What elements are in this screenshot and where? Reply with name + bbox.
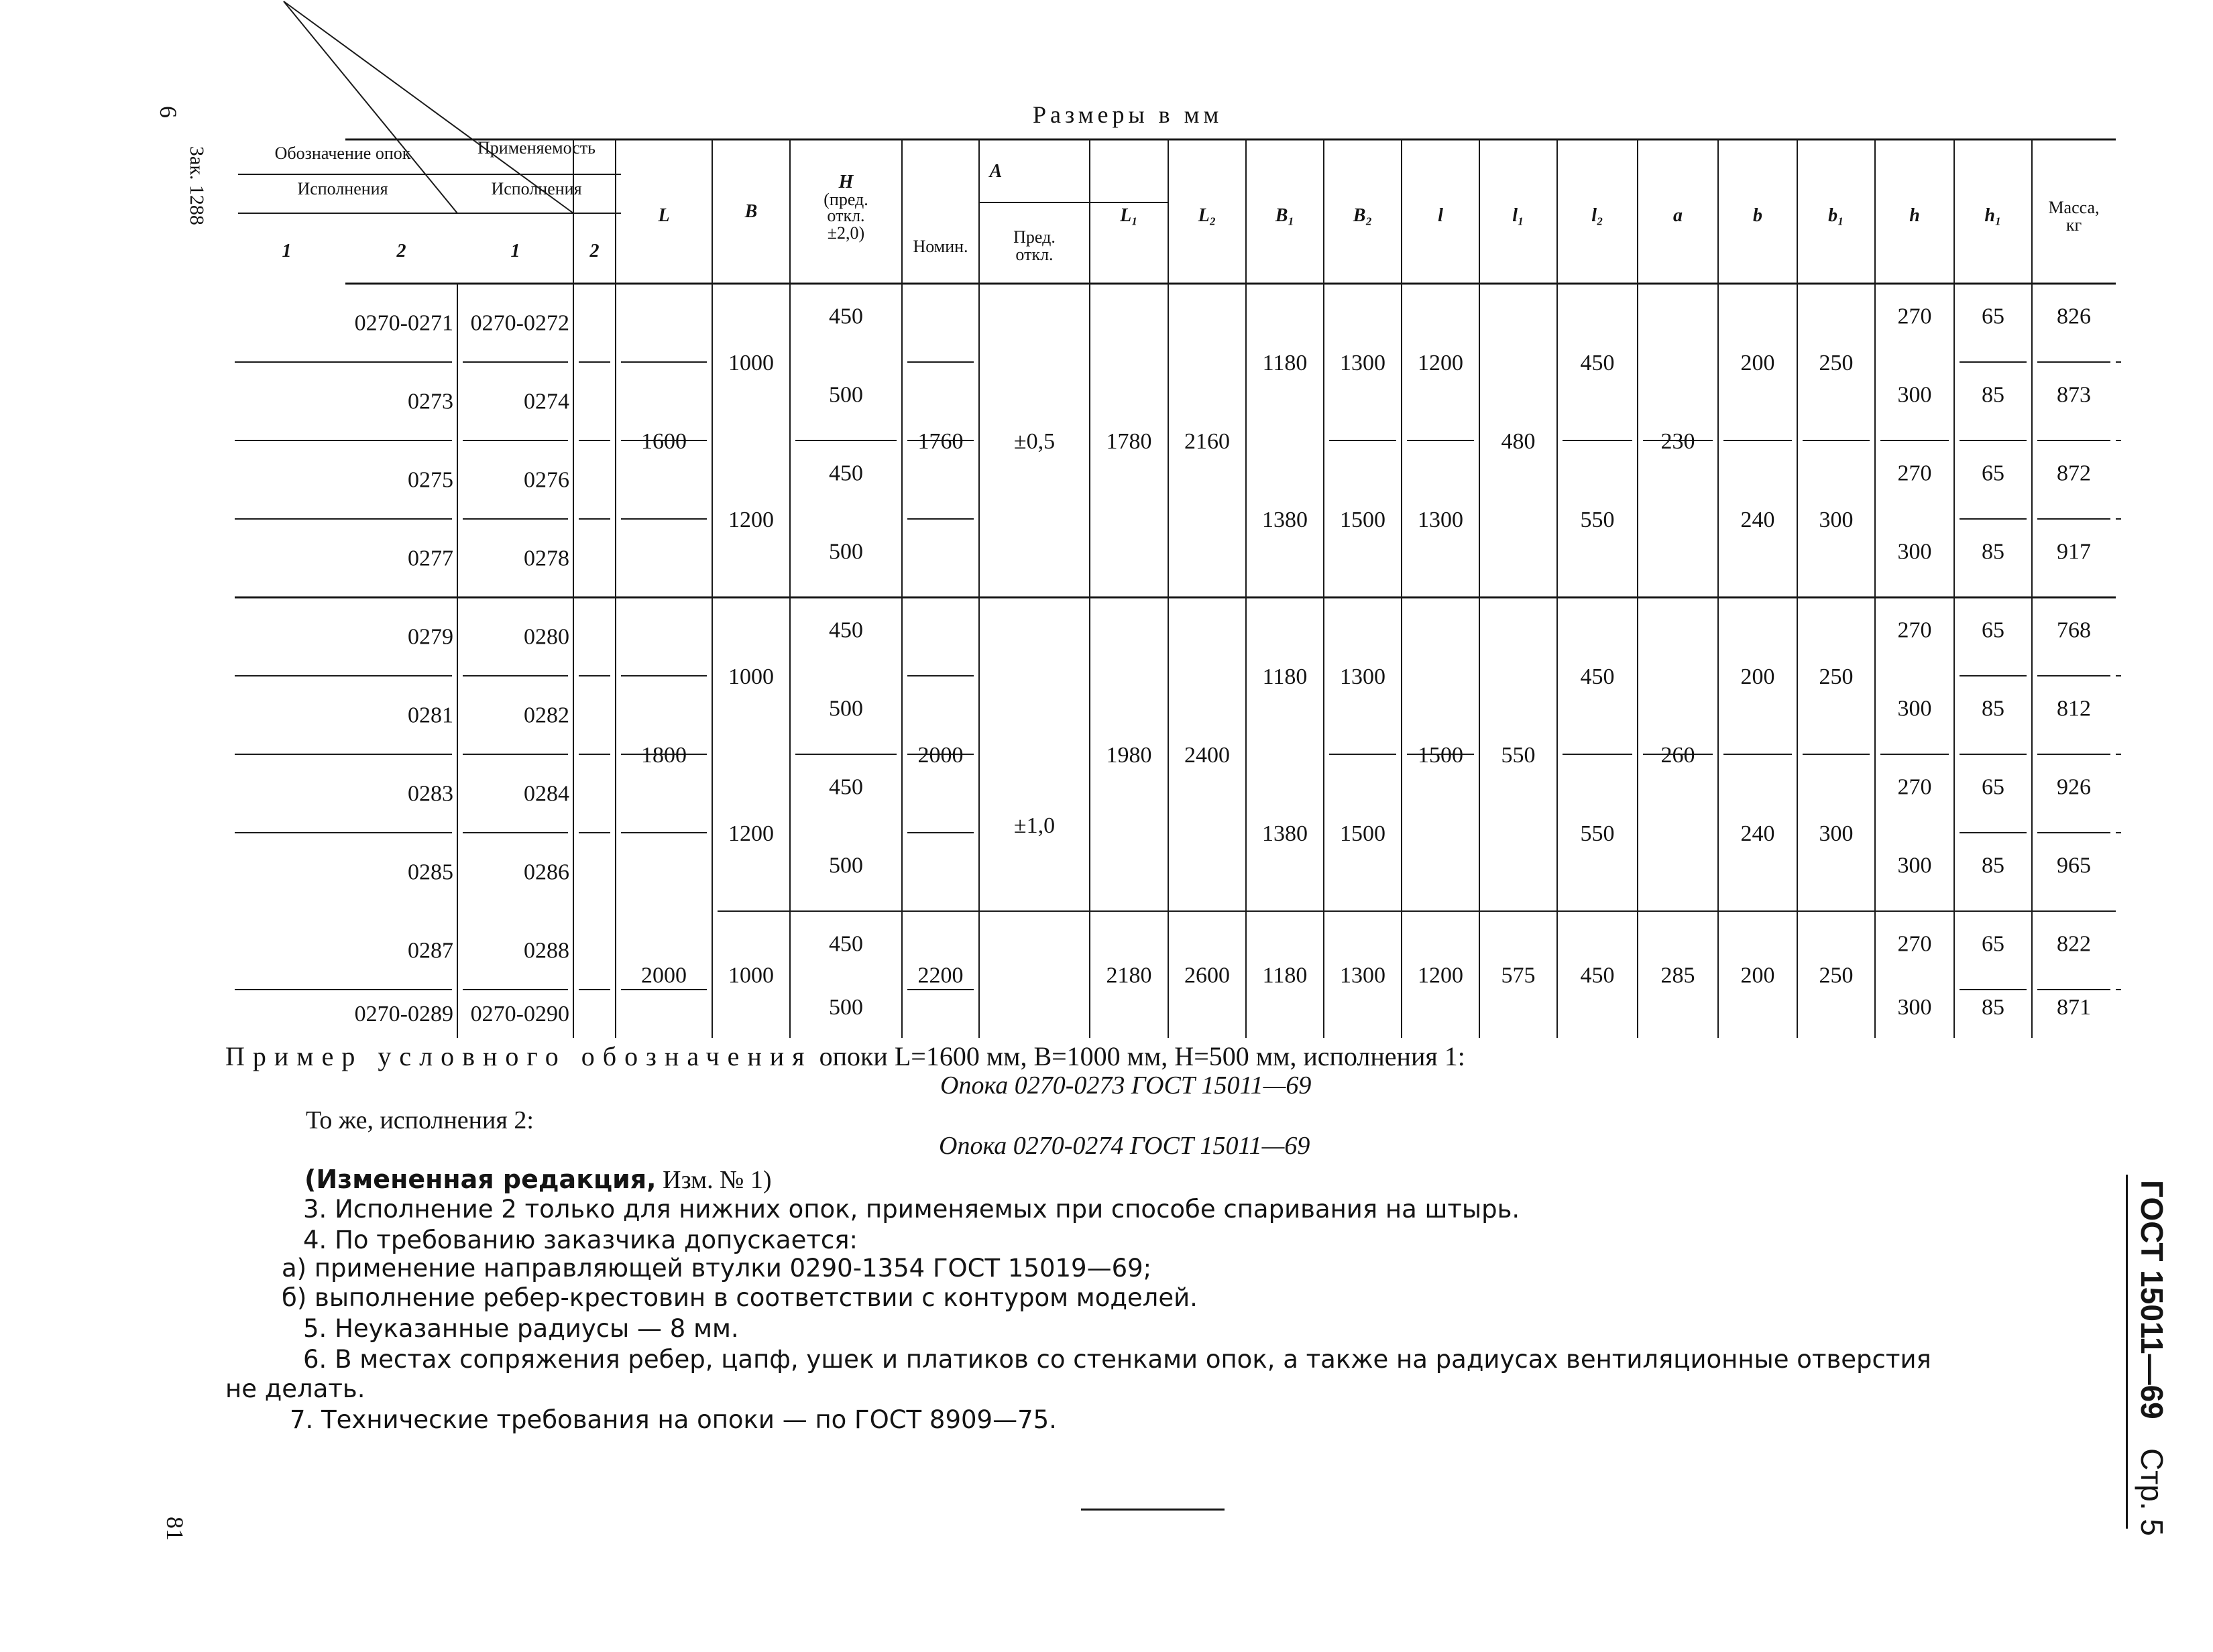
row-h: 300 [1897, 853, 1932, 878]
group-L1: 2180 [1106, 963, 1152, 988]
group-b_b: 240 [1740, 821, 1775, 846]
row-h1: 65 [1982, 617, 2004, 643]
row-h: 270 [1897, 461, 1932, 486]
row-h: 300 [1897, 539, 1932, 565]
row-mass: 768 [2057, 617, 2091, 643]
group-B1_a: 1180 [1262, 351, 1308, 375]
header-b1: b₁ [1828, 205, 1844, 226]
note-3: 3. Исполнение 2 только для нижних опок, применяемых при способе спаривания на штырь. [303, 1195, 1520, 1224]
group-b1_b: 300 [1819, 821, 1854, 846]
example-text: опоки L=1600 мм, B=1000 мм, H=500 мм, исполнения 1: [812, 1041, 1465, 1071]
group-B2: 1300 [1340, 963, 1385, 988]
group-l2_b: 550 [1580, 821, 1615, 846]
example-line [225, 1041, 1465, 1072]
header-H: H [838, 172, 854, 192]
group-B_a: 1000 [728, 664, 774, 689]
end-rule [1081, 1509, 1225, 1511]
group-b1_a: 250 [1819, 351, 1854, 375]
group-b_b: 240 [1740, 508, 1775, 532]
row-designation-1: 0277 [408, 546, 453, 571]
header-col1: 1 [510, 241, 520, 261]
same-variant-2: То же, исполнения 2: [306, 1106, 534, 1134]
row-designation-2: 0270-0290 [470, 1002, 569, 1026]
note-4a: а) применение направляющей втулки 0290-1354 ГОСТ 15019—69; [282, 1254, 1152, 1283]
header-B: B [744, 201, 758, 222]
row-h1: 65 [1982, 461, 2004, 486]
table-cells [275, 138, 2100, 1026]
row-designation-1: 0275 [408, 467, 453, 493]
row-designation-2: 0288 [524, 938, 569, 963]
group-b_a: 200 [1740, 351, 1775, 375]
group-L: 1600 [641, 429, 687, 454]
group-l: 1200 [1418, 963, 1463, 988]
revision-rest: Изм. № 1) [656, 1166, 772, 1194]
row-h: 300 [1897, 382, 1932, 408]
row-H: 450 [829, 304, 863, 329]
group-L2: 2160 [1184, 429, 1230, 454]
example-code-1: Опока 0270-0273 ГОСТ 15011—69 [940, 1071, 1312, 1100]
group-A_dev: ±0,5 [1013, 429, 1056, 454]
header-A: A [989, 161, 1003, 182]
example-code-2: Опока 0270-0274 ГОСТ 15011—69 [939, 1132, 1310, 1160]
row-h: 300 [1897, 696, 1932, 721]
header-col1: 1 [282, 241, 292, 261]
row-h: 300 [1897, 995, 1932, 1020]
header-col2: 2 [589, 241, 600, 261]
group-b_a: 200 [1740, 664, 1775, 689]
revision-note [304, 1164, 772, 1196]
row-H: 500 [829, 696, 863, 721]
group-B2_b: 1500 [1340, 508, 1385, 532]
header-mass: кг [2065, 215, 2082, 235]
row-mass: 812 [2057, 696, 2091, 721]
row-H: 450 [829, 931, 863, 957]
units-title: Размеры в мм [1033, 101, 1223, 128]
header-L2: L₂ [1198, 205, 1216, 226]
row-mass: 826 [2057, 304, 2091, 329]
group-l2_b: 550 [1580, 508, 1615, 532]
header-A-nom: Номин. [913, 237, 968, 256]
group-B2_b: 1500 [1340, 821, 1385, 846]
row-designation-2: 0278 [524, 546, 569, 571]
row-mass: 926 [2057, 774, 2091, 800]
row-H: 500 [829, 382, 863, 408]
row-mass: 871 [2057, 995, 2091, 1020]
group-B_a: 1000 [728, 351, 774, 375]
group-L1: 1780 [1106, 429, 1152, 454]
row-designation-1: 0283 [408, 781, 453, 807]
header-B2: B₂ [1353, 205, 1373, 226]
row-H: 500 [829, 853, 863, 878]
page-top-number: 6 [155, 106, 182, 118]
row-h: 270 [1897, 774, 1932, 800]
note-4b: б) выполнение ребер-крестовин в соответствии с контуром моделей. [282, 1283, 1198, 1312]
note-6a: 6. В местах сопряжения ребер, цапф, ушек и платиков со стенками опок, а также на радиусах вентиляционные отверстия [303, 1345, 1931, 1374]
row-h1: 85 [1982, 382, 2004, 408]
row-designation-1: 0270-0289 [354, 1002, 453, 1026]
row-h: 270 [1897, 617, 1932, 643]
row-designation-1: 0285 [408, 860, 453, 885]
row-h1: 85 [1982, 696, 2004, 721]
group-A_dev: ±1,0 [1013, 813, 1056, 838]
row-mass: 872 [2057, 461, 2091, 486]
example-label: Пример условного обозначения [225, 1041, 813, 1071]
group-B: 1000 [728, 963, 774, 988]
group-l: 1500 [1418, 743, 1463, 768]
header-applicability: Применяемость [477, 138, 595, 158]
group-l1: 550 [1501, 743, 1536, 768]
group-L: 1800 [641, 743, 687, 768]
row-designation-1: 0279 [408, 624, 453, 650]
group-B2_a: 1300 [1340, 351, 1385, 375]
note-4: 4. По требованию заказчика допускается: [303, 1226, 858, 1254]
group-B1: 1180 [1262, 963, 1308, 988]
group-l1: 575 [1501, 963, 1536, 988]
header-B1: B₁ [1275, 205, 1295, 226]
group-B1_b: 1380 [1262, 508, 1308, 532]
group-l_b: 1300 [1418, 508, 1463, 532]
group-b: 200 [1740, 963, 1775, 988]
header-L1: L₁ [1120, 205, 1138, 226]
group-L1: 1980 [1106, 743, 1152, 768]
header-variant: Исполнения [297, 179, 388, 198]
header-A-dev: Пред. [1013, 227, 1056, 247]
note-6b: не делать. [225, 1374, 365, 1403]
row-designation-1: 0270-0271 [354, 310, 453, 336]
row-mass: 873 [2057, 382, 2091, 408]
group-l1: 480 [1501, 429, 1536, 454]
header-H-note: ±2,0) [827, 223, 865, 243]
row-designation-1: 0281 [408, 703, 453, 728]
header-A-dev: откл. [1015, 245, 1054, 264]
header-a: a [1673, 205, 1683, 226]
group-b1_a: 250 [1819, 664, 1854, 689]
group-a: 230 [1660, 429, 1695, 454]
row-mass: 965 [2057, 853, 2091, 878]
row-designation-2: 0280 [524, 624, 569, 650]
group-B1_b: 1380 [1262, 821, 1308, 846]
row-designation-1: 0273 [408, 389, 453, 414]
note-5: 5. Неуказанные радиусы — 8 мм. [303, 1314, 739, 1343]
header-mass: Масса, [2048, 198, 2100, 217]
group-b1_b: 300 [1819, 508, 1854, 532]
group-A_nom: 2000 [917, 743, 964, 768]
group-a: 260 [1660, 743, 1695, 768]
standard-page: Стр. 5 [2135, 1448, 2169, 1537]
group-A_nom: 1760 [917, 429, 964, 454]
page-number: 81 [162, 1517, 188, 1541]
header-h1: h₁ [1984, 205, 2002, 226]
row-H: 500 [829, 995, 863, 1020]
group-l_a: 1200 [1418, 351, 1463, 375]
group-a: 285 [1660, 963, 1695, 988]
group-b1: 250 [1819, 963, 1854, 988]
row-H: 450 [829, 461, 863, 486]
group-l2: 450 [1580, 963, 1615, 988]
group-L2: 2400 [1184, 743, 1230, 768]
group-A_nom: 2200 [917, 963, 964, 988]
standard-number: ГОСТ 15011—69 [2135, 1180, 2169, 1419]
row-designation-2: 0282 [524, 703, 569, 728]
row-h: 270 [1897, 931, 1932, 957]
header-l: l [1438, 205, 1443, 226]
row-h: 270 [1897, 304, 1932, 329]
header-H-note: откл. [827, 206, 865, 225]
row-h1: 65 [1982, 774, 2004, 800]
row-h1: 85 [1982, 853, 2004, 878]
row-designation-2: 0274 [524, 389, 569, 414]
header-l1: l₁ [1512, 205, 1524, 226]
row-h1: 65 [1982, 931, 2004, 957]
row-designation-2: 0286 [524, 860, 569, 885]
group-L: 2000 [641, 963, 687, 988]
group-B_b: 1200 [728, 508, 774, 532]
row-designation-1: 0287 [408, 938, 453, 963]
header-l2: l₂ [1591, 205, 1603, 226]
header-b: b [1753, 205, 1762, 226]
row-h1: 85 [1982, 539, 2004, 565]
header-H-note: (пред. [824, 190, 868, 209]
standard-rule [2126, 1175, 2128, 1529]
header-h: h [1909, 205, 1920, 226]
group-l2_a: 450 [1580, 664, 1615, 689]
revision-bold: (Измененная редакция, [304, 1165, 657, 1194]
group-B_b: 1200 [728, 821, 774, 846]
group-B2_a: 1300 [1340, 664, 1385, 689]
row-H: 450 [829, 774, 863, 800]
row-H: 500 [829, 539, 863, 565]
header-variant: Исполнения [491, 179, 582, 198]
header-L: L [658, 205, 670, 226]
row-h1: 65 [1982, 304, 2004, 329]
row-h1: 85 [1982, 995, 2004, 1020]
row-mass: 822 [2057, 931, 2091, 957]
group-l2_a: 450 [1580, 351, 1615, 375]
row-designation-2: 0276 [524, 467, 569, 493]
group-B1_a: 1180 [1262, 664, 1308, 689]
row-mass: 917 [2057, 539, 2091, 565]
note-7: 7. Технические требования на опоки — по ГОСТ 8909—75. [290, 1405, 1057, 1434]
group-L2: 2600 [1184, 963, 1230, 988]
header-designation: Обозначение опок [274, 143, 411, 163]
row-H: 450 [829, 617, 863, 643]
header-col2: 2 [396, 241, 406, 261]
row-designation-2: 0270-0272 [470, 310, 569, 336]
row-designation-2: 0284 [524, 781, 569, 807]
order-number: Зак. 1288 [186, 146, 208, 225]
